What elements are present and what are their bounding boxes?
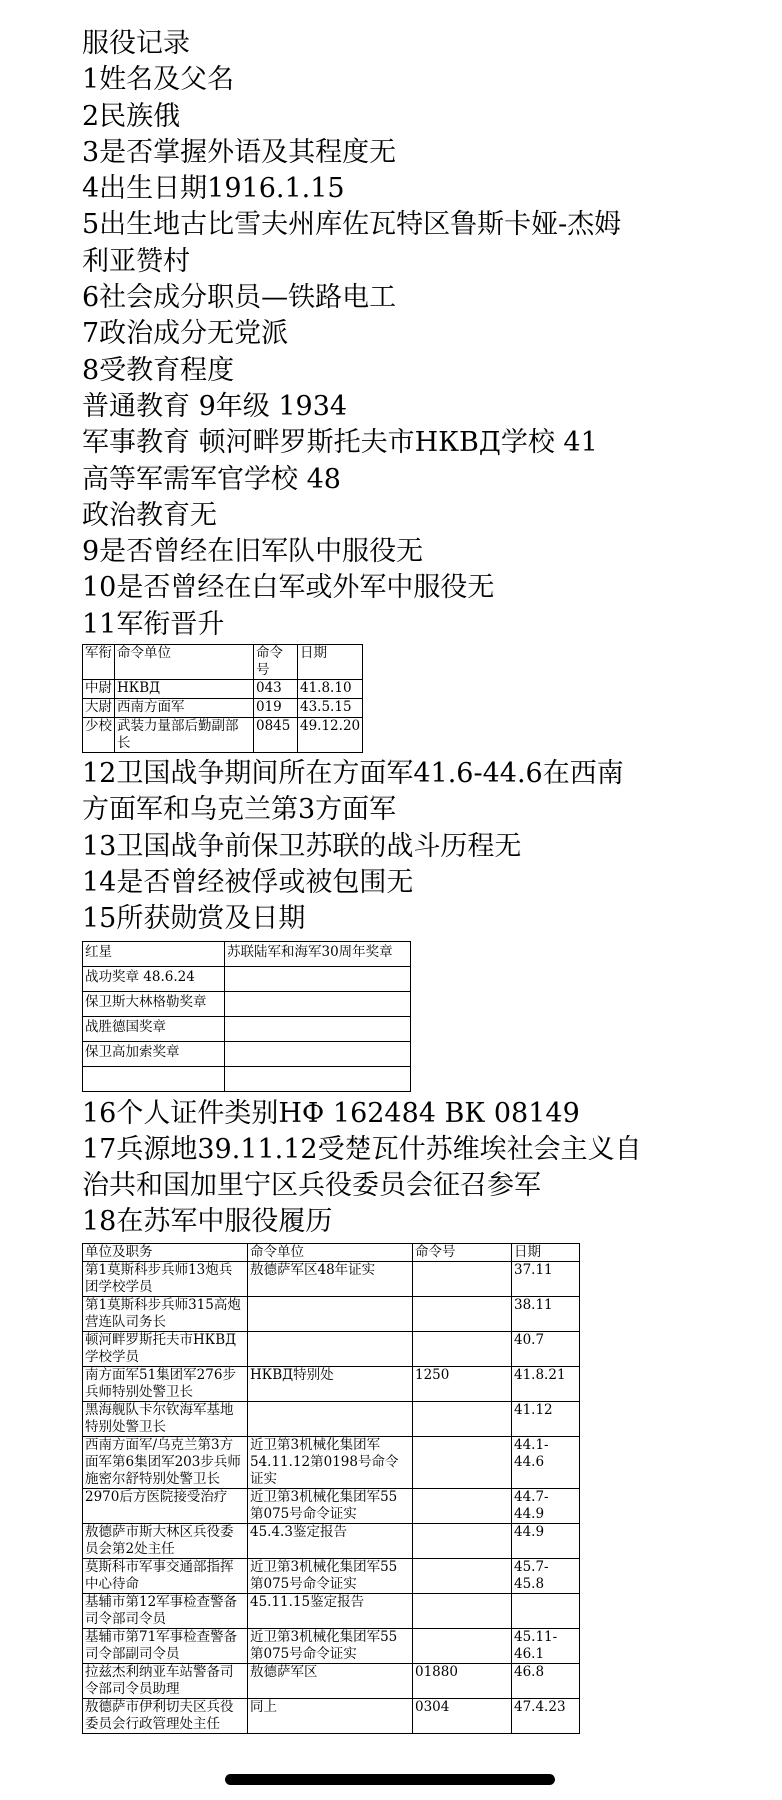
rank-promotion-table xyxy=(82,644,363,753)
table-cell xyxy=(225,1066,411,1091)
table-row xyxy=(83,1041,411,1066)
table-header-row xyxy=(83,645,363,680)
field-old-army-service: 9是否曾经在旧军队中服役无 xyxy=(82,536,424,568)
field-social-status: 6社会成分职员—铁路电工 xyxy=(82,282,397,314)
field-birth-date: 4出生日期1916.1.15 xyxy=(82,173,345,205)
table-cell: 49.12.20 xyxy=(298,718,363,753)
education-military: 军事教育 顿河畔罗斯托夫市НКВД学校 41 xyxy=(82,427,598,459)
table-cell: 基辅市第12军事检查警备司令部司令员 xyxy=(83,1593,248,1628)
table-cell: 043 xyxy=(254,680,298,699)
table-cell: 0845 xyxy=(254,718,298,753)
education-general: 普通教育 9年级 1934 xyxy=(82,390,348,422)
table-cell: 45.4.3鉴定报告 xyxy=(248,1523,413,1558)
table-cell: 敖德萨军区48年证实 xyxy=(248,1261,413,1296)
table-cell: 敖德萨军区 xyxy=(248,1663,413,1698)
table-cell: 37.11 xyxy=(512,1261,580,1296)
table-row xyxy=(83,718,363,753)
table-cell: 大尉 xyxy=(83,699,115,718)
table-cell xyxy=(225,966,411,991)
table-cell: 近卫第3机械化集团军55第075号命令证实 xyxy=(248,1488,413,1523)
table-cell: 43.5.15 xyxy=(298,699,363,718)
table-row xyxy=(83,1331,580,1366)
table-cell: 第1莫斯科步兵师315高炮营连队司务长 xyxy=(83,1296,248,1331)
field-conscription: 17兵源地39.11.12受楚瓦什苏维埃社会主义自治共和国加里宁区兵役委员会征召参军 xyxy=(82,1133,642,1202)
document-page xyxy=(82,26,772,1734)
service-history-table xyxy=(82,1243,580,1734)
table-cell: 同上 xyxy=(248,1698,413,1733)
field-education: 8受教育程度 xyxy=(82,354,235,386)
table-row xyxy=(83,966,411,991)
field-prewar-combat: 13卫国战争前保卫苏联的战斗历程无 xyxy=(82,830,522,862)
table-cell: 40.7 xyxy=(512,1331,580,1366)
table-cell: 战胜德国奖章 xyxy=(83,1016,225,1041)
table-cell: 近卫第3机械化集团军55第075号命令证实 xyxy=(248,1558,413,1593)
table-row xyxy=(83,1366,580,1401)
table-cell: 01880 xyxy=(413,1663,512,1698)
table-cell: 基辅市第71军事检查警备司令部副司令员 xyxy=(83,1628,248,1663)
table-cell: 45.7-45.8 xyxy=(512,1558,580,1593)
table-row xyxy=(83,1663,580,1698)
table-cell: 38.11 xyxy=(512,1296,580,1331)
field-name: 1姓名及父名 xyxy=(82,64,235,96)
table-cell: 41.8.21 xyxy=(512,1366,580,1401)
table-cell xyxy=(413,1331,512,1366)
table-row xyxy=(83,941,411,966)
table-header-row xyxy=(83,1243,580,1261)
table-cell: 莫斯科市军事交通部指挥中心待命 xyxy=(83,1558,248,1593)
field-wartime-fronts: 12卫国战争期间所在方面军41.6-44.6在西南方面军和乌克兰第3方面军 xyxy=(82,758,624,826)
education-political: 政治教育无 xyxy=(82,499,217,531)
table-row xyxy=(83,1016,411,1041)
table-row xyxy=(83,1066,411,1091)
table-row xyxy=(83,991,411,1016)
table-row xyxy=(83,699,363,718)
table-cell: 保卫斯大林格勒奖章 xyxy=(83,991,225,1016)
field-nationality: 2民族俄 xyxy=(82,100,181,132)
table-row xyxy=(83,1436,580,1488)
table-cell: 南方面军51集团军276步兵师特别处警卫长 xyxy=(83,1366,248,1401)
table-cell xyxy=(413,1593,512,1628)
table-cell xyxy=(248,1296,413,1331)
table-cell xyxy=(413,1628,512,1663)
table-row xyxy=(83,1558,580,1593)
table-header-cell: 命令号 xyxy=(413,1243,512,1261)
table-row xyxy=(83,1698,580,1733)
field-documents: 16个人证件类别НФ 162484 ВК 08149 xyxy=(82,1097,580,1129)
table-cell: 苏联陆军和海军30周年奖章 xyxy=(225,941,411,966)
table-cell: 45.11.15鉴定报告 xyxy=(248,1593,413,1628)
table-cell: 西南方面军 xyxy=(115,699,254,718)
table-cell: 0304 xyxy=(413,1698,512,1733)
table-row xyxy=(83,1261,580,1296)
field-foreign-language: 3是否掌握外语及其程度无 xyxy=(82,136,397,168)
field-rank-promotion: 11军衔晋升 xyxy=(82,608,225,640)
table-cell xyxy=(225,1041,411,1066)
table-cell xyxy=(83,1066,225,1091)
field-captured-encircled: 14是否曾经被俘或被包围无 xyxy=(82,866,414,898)
table-cell xyxy=(225,1016,411,1041)
table-cell xyxy=(413,1558,512,1593)
table-cell: 黑海舰队卡尔钦海军基地特别处警卫长 xyxy=(83,1401,248,1436)
table-cell: 敖德萨市伊利切夫区兵役委员会行政管理处主任 xyxy=(83,1698,248,1733)
table-cell: 41.8.10 xyxy=(298,680,363,699)
table-cell: НКВД xyxy=(115,680,254,699)
table-cell xyxy=(413,1523,512,1558)
table-cell: 41.12 xyxy=(512,1401,580,1436)
field-birth-place: 5出生地古比雪夫州库佐瓦特区鲁斯卡娅-杰姆利亚赞村 xyxy=(82,209,622,277)
field-service-history: 18在苏军中服役履历 xyxy=(82,1206,333,1238)
table-header-cell: 命令单位 xyxy=(115,645,254,680)
education-higher: 高等军需军官学校 48 xyxy=(82,463,341,495)
table-row xyxy=(83,1401,580,1436)
table-cell: 顿河畔罗斯托夫市НКВД学校学员 xyxy=(83,1331,248,1366)
table-cell: 46.8 xyxy=(512,1663,580,1698)
table-header-cell: 日期 xyxy=(512,1243,580,1261)
table-cell: 保卫高加索奖章 xyxy=(83,1041,225,1066)
table-cell: 1250 xyxy=(413,1366,512,1401)
table-cell: НКВД特别处 xyxy=(248,1366,413,1401)
home-indicator[interactable] xyxy=(225,1774,555,1785)
table-cell xyxy=(225,991,411,1016)
table-cell: 中尉 xyxy=(83,680,115,699)
table-header-cell: 军衔 xyxy=(83,645,115,680)
table-row xyxy=(83,1523,580,1558)
table-cell xyxy=(248,1331,413,1366)
table-cell xyxy=(413,1261,512,1296)
table-cell: 第1莫斯科步兵师13炮兵团学校学员 xyxy=(83,1261,248,1296)
field-awards: 15所获勋赏及日期 xyxy=(82,903,306,935)
table-cell xyxy=(248,1401,413,1436)
table-cell xyxy=(413,1488,512,1523)
table-header-cell: 命令单位 xyxy=(248,1243,413,1261)
table-cell: 少校 xyxy=(83,718,115,753)
table-cell: 47.4.23 xyxy=(512,1698,580,1733)
field-white-army-service: 10是否曾经在白军或外军中服役无 xyxy=(82,572,495,604)
table-cell: 拉兹杰利纳亚车站警备司令部司令员助理 xyxy=(83,1663,248,1698)
table-cell xyxy=(512,1593,580,1628)
table-cell: 44.7-44.9 xyxy=(512,1488,580,1523)
table-row xyxy=(83,1593,580,1628)
table-cell: 西南方面军/乌克兰第3方面军第6集团军203步兵师施密尔舒特别处警卫长 xyxy=(83,1436,248,1488)
table-row xyxy=(83,1488,580,1523)
table-header-cell: 命令号 xyxy=(254,645,298,680)
table-header-cell: 单位及职务 xyxy=(83,1243,248,1261)
table-cell: 44.1-44.6 xyxy=(512,1436,580,1488)
table-row xyxy=(83,1296,580,1331)
table-cell: 2970后方医院接受治疗 xyxy=(83,1488,248,1523)
table-header-cell: 日期 xyxy=(298,645,363,680)
table-cell: 红星 xyxy=(83,941,225,966)
table-cell: 战功奖章 48.6.24 xyxy=(83,966,225,991)
table-cell: 019 xyxy=(254,699,298,718)
document-title: 服役记录 xyxy=(82,28,190,59)
table-cell xyxy=(413,1401,512,1436)
table-row xyxy=(83,680,363,699)
table-cell xyxy=(413,1296,512,1331)
table-cell: 45.11-46.1 xyxy=(512,1628,580,1663)
field-political-status: 7政治成分无党派 xyxy=(82,318,289,350)
table-row xyxy=(83,1628,580,1663)
table-cell: 近卫第3机械化集团军55第075号命令证实 xyxy=(248,1628,413,1663)
table-cell: 44.9 xyxy=(512,1523,580,1558)
table-cell xyxy=(413,1436,512,1488)
awards-table xyxy=(82,941,411,1092)
table-cell: 近卫第3机械化集团军54.11.12第0198号命令证实 xyxy=(248,1436,413,1488)
table-cell: 敖德萨市斯大林区兵役委员会第2处主任 xyxy=(83,1523,248,1558)
table-cell: 武装力量部后勤副部长 xyxy=(115,718,254,753)
